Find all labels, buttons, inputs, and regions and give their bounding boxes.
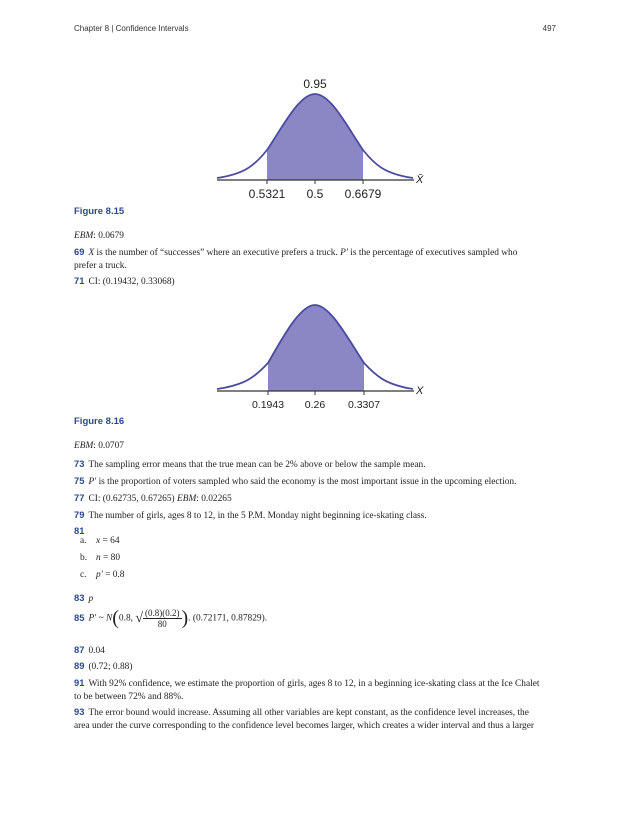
tick-label-center: 0.26 (304, 399, 326, 411)
answer-81: 81 (74, 525, 85, 536)
tick-label-right: 0.6679 (344, 187, 382, 201)
figure-caption-8-16: Figure 8.16 (74, 416, 125, 427)
answer-79: 79 The number of girls, ages 8 to 12, in the 5 P.M. Monday night beginning ice-skating class. (74, 509, 427, 521)
ebm-line-1: EBM: 0.0679 (74, 231, 124, 241)
axis-label: X (416, 385, 424, 397)
sqrt-fraction: $\frac{(0.8)(0.2)}{80}$ (145, 608, 180, 629)
answer-77: 77 CI: (0.62735, 0.67265) EBM: 0.02265 (74, 492, 232, 504)
figure-caption-8-15: Figure 8.15 (74, 206, 125, 217)
answer-71: 71 CI: (0.19432, 0.33068) (74, 275, 175, 287)
answer-87: 87 0.04 (74, 644, 105, 656)
answer-91: 91 With 92% confidence, we estimate the proportion of girls, ages 8 to 12, in a beginning ice-skating class at the Ice Chalet to be between 72% and 88%. (74, 677, 540, 702)
answer-81-c: c. p′ = 0.8 (80, 570, 125, 580)
normal-curve-figure-8-16 (0, 295, 630, 415)
shaded-area (268, 305, 364, 391)
answer-73: 73 The sampling error means that the true mean can be 2% above or below the sample mean. (74, 458, 426, 470)
answer-81-b: b. n = 80 (80, 553, 121, 563)
running-header-chapter: Chapter 8 | Confidence Intervals (74, 24, 189, 33)
answer-85: 85 P′ ~ N(0.8, √ $\frac{(0.8)(0.2)}{80}$ ). (0.72171, 0.87829). (74, 607, 268, 629)
answer-69: 69 X is the number of “successes” where an executive prefers a truck. P′ is the percentage of executives sampled who prefer a truck. (74, 246, 518, 271)
tick-label-center: 0.5 (306, 187, 324, 201)
tick-label-left: 0.1943 (251, 399, 285, 411)
answer-75: 75 P′ is the proportion of voters sampled who said the economy is the most important issue in the upcoming election. (74, 475, 517, 487)
answer-81-a: a. x = 64 (80, 536, 120, 546)
page-number: 497 (542, 24, 556, 33)
tick-label-left: 0.5321 (248, 187, 286, 201)
normal-curve-figure-8-15 (0, 70, 630, 205)
area-label: 0.95 (303, 77, 327, 91)
answer-89: 89 (0.72; 0.88) (74, 660, 133, 672)
answer-83: 83 p (74, 592, 94, 604)
tick-label-right: 0.3307 (347, 399, 381, 411)
axis-label: X̄ (416, 174, 424, 186)
ebm-line-2: EBM: 0.0707 (74, 441, 124, 451)
shaded-area (267, 94, 363, 180)
answer-93: 93 The error bound would increase. Assuming all other variables are kept constant, as the confidence level increases, the area under the curve corresponding to the confidence level becomes larger, which creates a wider interval and thus a larger (74, 706, 535, 731)
